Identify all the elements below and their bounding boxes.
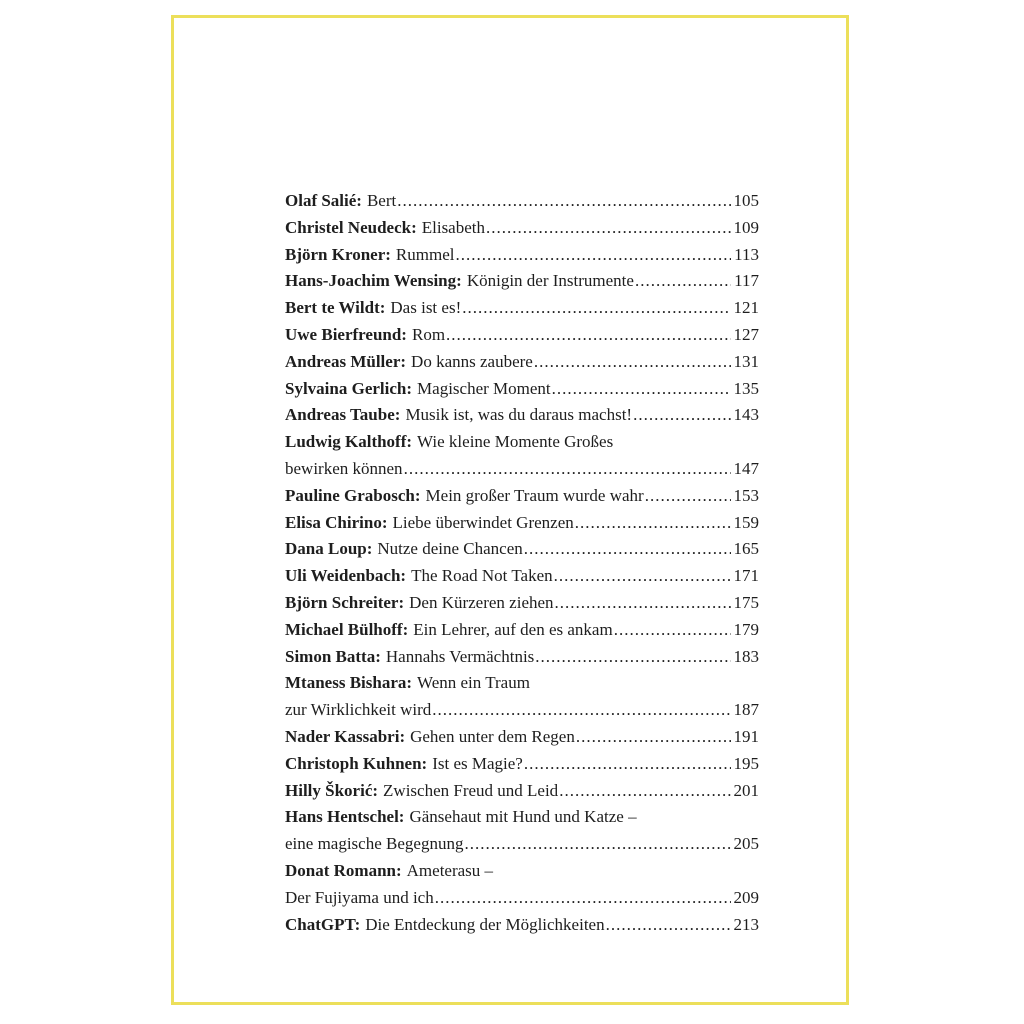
toc-title-continuation: eine magische Begegnung bbox=[285, 834, 464, 854]
toc-page-number: 113 bbox=[734, 244, 759, 264]
dot-leader bbox=[464, 831, 730, 858]
toc-entry[interactable] bbox=[285, 563, 759, 590]
dot-leader bbox=[455, 242, 731, 269]
toc-entry[interactable] bbox=[285, 322, 759, 349]
toc-page-number: 191 bbox=[733, 726, 759, 746]
toc-author: Hilly Škorić: bbox=[285, 780, 379, 800]
toc-title: Nutze deine Chancen bbox=[377, 539, 523, 559]
toc-page-number: 121 bbox=[733, 298, 759, 318]
toc-author: ChatGPT: bbox=[285, 914, 361, 934]
toc-author: Dana Loup: bbox=[285, 539, 373, 559]
toc-title-continuation: Der Fujiyama und ich bbox=[285, 887, 434, 907]
toc-page-number: 153 bbox=[733, 485, 759, 505]
toc-entry[interactable] bbox=[285, 617, 759, 644]
dot-leader bbox=[524, 751, 731, 778]
dot-leader bbox=[524, 536, 731, 563]
toc-entry-continuation[interactable] bbox=[285, 697, 759, 724]
toc-author: Olaf Salié: bbox=[285, 191, 362, 210]
toc-author: Elisa Chirino: bbox=[285, 512, 388, 532]
dot-leader bbox=[534, 349, 731, 376]
toc-author: Nader Kassabri: bbox=[285, 726, 406, 746]
toc-author: Hans Hentschel: bbox=[285, 807, 405, 827]
toc-title: Zwischen Freud und Leid bbox=[383, 780, 559, 800]
toc-page-number: 165 bbox=[733, 539, 759, 559]
toc-entry[interactable] bbox=[285, 670, 759, 697]
dot-leader bbox=[552, 376, 731, 403]
toc-entry[interactable] bbox=[285, 188, 759, 215]
dot-leader bbox=[606, 912, 731, 939]
toc-page-number: 143 bbox=[733, 405, 759, 425]
dot-leader bbox=[575, 510, 731, 537]
dot-leader bbox=[614, 617, 731, 644]
toc-author: Mtaness Bishara: bbox=[285, 673, 413, 693]
toc-page-number: 117 bbox=[734, 271, 759, 291]
toc-entry[interactable] bbox=[285, 778, 759, 805]
dot-leader bbox=[645, 483, 731, 510]
toc-title: Königin der Instrumente bbox=[466, 271, 634, 291]
toc-entry[interactable] bbox=[285, 483, 759, 510]
toc-author: Michael Bülhoff: bbox=[285, 619, 409, 639]
toc-page-number: 131 bbox=[733, 351, 759, 371]
toc-entry-continuation[interactable] bbox=[285, 831, 759, 858]
toc-title: Den Kürzeren ziehen bbox=[409, 592, 554, 612]
toc-entry[interactable] bbox=[285, 268, 759, 295]
toc-entry[interactable] bbox=[285, 295, 759, 322]
toc-entry[interactable] bbox=[285, 242, 759, 269]
dot-leader bbox=[397, 188, 730, 215]
dot-leader bbox=[535, 644, 730, 671]
toc-page-number: 209 bbox=[733, 887, 759, 907]
toc-title: Das ist es! bbox=[390, 298, 462, 318]
table-of-contents bbox=[285, 188, 759, 938]
toc-page-number: 147 bbox=[733, 458, 759, 478]
toc-entry[interactable] bbox=[285, 402, 759, 429]
toc-author: Ludwig Kalthoff: bbox=[285, 432, 413, 452]
toc-page-number: 175 bbox=[733, 592, 759, 612]
toc-author: Uwe Bierfreund: bbox=[285, 324, 407, 344]
dot-leader bbox=[432, 697, 730, 724]
toc-author: Sylvaina Gerlich: bbox=[285, 378, 413, 398]
toc-page-number: 159 bbox=[733, 512, 759, 532]
toc-page-number: 135 bbox=[733, 378, 759, 398]
toc-author: Christoph Kuhnen: bbox=[285, 753, 428, 773]
dot-leader bbox=[462, 295, 730, 322]
toc-page-number: 179 bbox=[733, 619, 759, 639]
toc-title: Rummel bbox=[395, 244, 455, 264]
toc-title: Ein Lehrer, auf den es ankam bbox=[413, 619, 613, 639]
toc-entry[interactable] bbox=[285, 510, 759, 537]
toc-entry[interactable] bbox=[285, 349, 759, 376]
toc-title: The Road Not Taken bbox=[411, 566, 553, 586]
toc-title: Hannahs Vermächtnis bbox=[385, 646, 535, 666]
toc-entry[interactable] bbox=[285, 376, 759, 403]
dot-leader bbox=[559, 778, 730, 805]
toc-author: Christel Neudeck: bbox=[285, 217, 417, 237]
toc-title: Die Entdeckung der Möglichkeiten bbox=[365, 914, 605, 934]
toc-author: Björn Schreiter: bbox=[285, 592, 405, 612]
toc-author: Andreas Müller: bbox=[285, 351, 407, 371]
toc-page-number: 109 bbox=[733, 217, 759, 237]
toc-author: Bert te Wildt: bbox=[285, 298, 386, 318]
toc-title: Wie kleine Momente Großes bbox=[417, 432, 614, 452]
dot-leader bbox=[486, 215, 731, 242]
toc-page-number: 187 bbox=[733, 700, 759, 720]
toc-page-number: 183 bbox=[733, 646, 759, 666]
toc-entry[interactable] bbox=[285, 724, 759, 751]
toc-entry-continuation[interactable] bbox=[285, 456, 759, 483]
toc-title: Gehen unter dem Regen bbox=[410, 726, 575, 746]
toc-author: Donat Romann: bbox=[285, 860, 402, 880]
toc-title: Do kanns zaubere bbox=[411, 351, 533, 371]
toc-page-number: 213 bbox=[733, 914, 759, 934]
toc-author: Hans-Joachim Wensing: bbox=[285, 271, 462, 291]
toc-title: Gänsehaut mit Hund und Katze – bbox=[409, 807, 637, 827]
dot-leader bbox=[576, 724, 731, 751]
toc-page-number: 105 bbox=[733, 191, 759, 210]
toc-entry[interactable] bbox=[285, 429, 759, 456]
toc-title: Rom bbox=[411, 324, 446, 344]
toc-page-number: 127 bbox=[733, 324, 759, 344]
toc-page-number: 205 bbox=[733, 834, 759, 854]
toc-entry[interactable] bbox=[285, 215, 759, 242]
toc-title: Bert bbox=[366, 191, 397, 210]
dot-leader bbox=[635, 268, 731, 295]
toc-entry[interactable] bbox=[285, 751, 759, 778]
toc-title: Musik ist, was du daraus machst! bbox=[405, 405, 633, 425]
toc-author: Uli Weidenbach: bbox=[285, 566, 407, 586]
dot-leader bbox=[435, 885, 731, 912]
dot-leader bbox=[446, 322, 730, 349]
dot-leader bbox=[555, 590, 731, 617]
toc-entry[interactable] bbox=[285, 590, 759, 617]
toc-entry[interactable] bbox=[285, 858, 759, 885]
toc-entry[interactable] bbox=[285, 644, 759, 671]
toc-author: Pauline Grabosch: bbox=[285, 485, 421, 505]
toc-author: Simon Batta: bbox=[285, 646, 381, 666]
toc-title: Ist es Magie? bbox=[432, 753, 523, 773]
dot-leader bbox=[633, 402, 730, 429]
toc-author: Björn Kroner: bbox=[285, 244, 391, 264]
toc-title: Magischer Moment bbox=[417, 378, 551, 398]
toc-title: Wenn ein Traum bbox=[417, 673, 530, 693]
toc-entry[interactable] bbox=[285, 912, 759, 939]
toc-page-number: 201 bbox=[733, 780, 759, 800]
toc-title-continuation: bewirken können bbox=[285, 458, 403, 478]
toc-page-number: 195 bbox=[733, 753, 759, 773]
toc-title: Mein großer Traum wurde wahr bbox=[425, 485, 644, 505]
toc-entry[interactable] bbox=[285, 804, 759, 831]
toc-author: Andreas Taube: bbox=[285, 405, 401, 425]
toc-title: Elisabeth bbox=[421, 217, 485, 237]
toc-entry-continuation[interactable] bbox=[285, 885, 759, 912]
toc-title-continuation: zur Wirklichkeit wird bbox=[285, 700, 432, 720]
dot-leader bbox=[554, 563, 731, 590]
toc-entry[interactable] bbox=[285, 536, 759, 563]
toc-title: Liebe überwindet Grenzen bbox=[392, 512, 574, 532]
dot-leader bbox=[404, 456, 731, 483]
toc-title: Ameterasu – bbox=[406, 860, 494, 880]
toc-page-number: 171 bbox=[733, 566, 759, 586]
